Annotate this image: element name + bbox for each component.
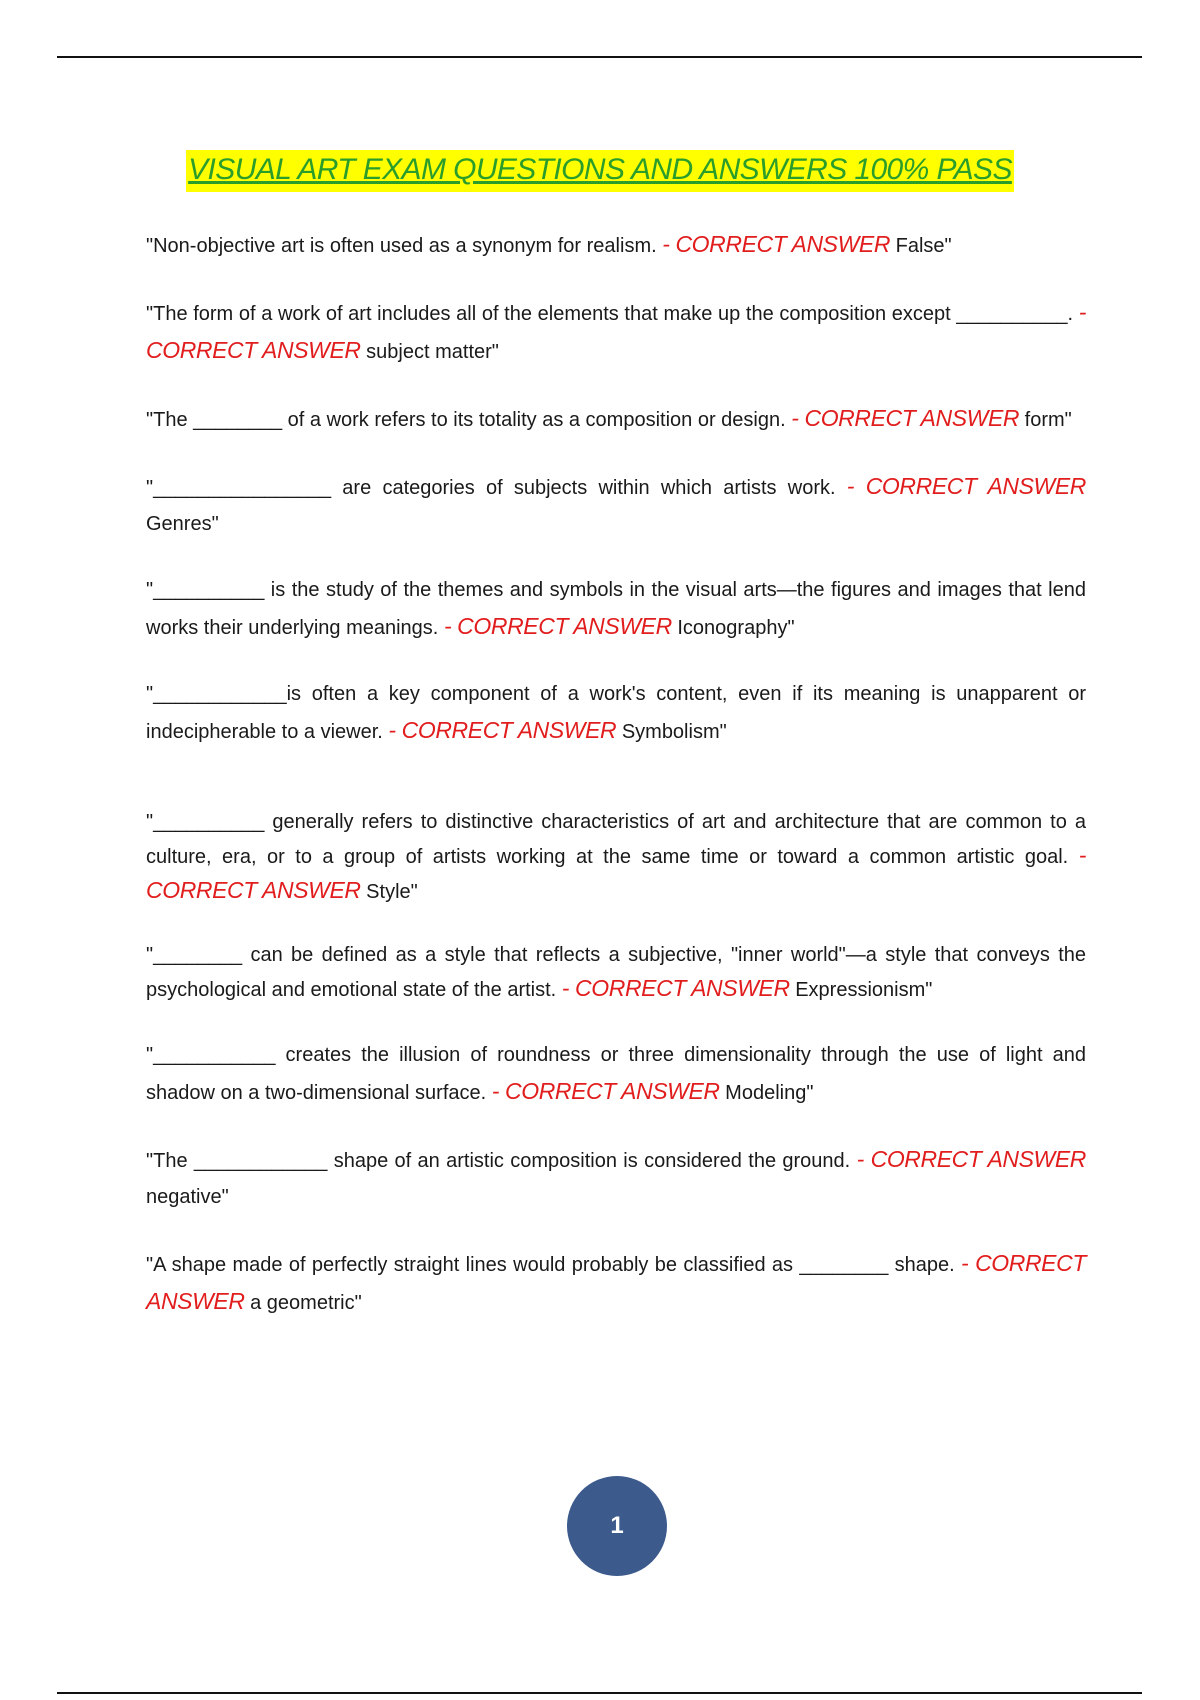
qa-item	[146, 806, 1086, 909]
qa-item	[146, 400, 1086, 438]
answer-text: Modeling"	[725, 1082, 814, 1104]
question-text: "________________ are categories of subjects within which artists work.	[146, 477, 836, 499]
qa-item	[146, 294, 1086, 370]
page-number-badge	[567, 1476, 667, 1576]
question-text: "Non-objective art is often used as a synonym for realism.	[146, 235, 657, 257]
qa-item	[146, 1245, 1086, 1321]
qa-list	[146, 226, 1086, 1351]
answer-text: False"	[895, 235, 952, 257]
answer-text: subject matter"	[366, 341, 499, 363]
question-text: "The ____________ shape of an artistic composition is considered the ground.	[146, 1150, 851, 1172]
answer-text: Expressionism"	[795, 979, 933, 1001]
question-text: "________ can be defined as a style that reflects a subjective, "inner world"—a style that conveys the psychological and emotional state of the artist.	[146, 944, 1086, 1001]
correct-answer-label: - CORRECT ANSWER	[443, 613, 672, 639]
title-wrap	[0, 150, 1200, 192]
question-text: "__________ generally refers to distinctive characteristics of art and architecture that are common to a culture, era, or to a group of artists working at the same time or toward a common artistic goal.	[146, 811, 1086, 868]
qa-item	[146, 1037, 1086, 1111]
footer-rule	[57, 1692, 1142, 1694]
correct-answer-label: - CORRECT ANSWER	[662, 231, 891, 257]
answer-text: Iconography"	[677, 617, 795, 639]
correct-answer-label: - CORRECT ANSWER	[491, 1078, 720, 1104]
answer-text: form"	[1024, 409, 1072, 431]
question-text: "A shape made of perfectly straight lines would probably be classified as ________ shape.	[146, 1254, 955, 1276]
question-text: "The ________ of a work refers to its totality as a composition or design.	[146, 409, 786, 431]
qa-item	[146, 572, 1086, 646]
qa-item	[146, 676, 1086, 750]
qa-item	[146, 939, 1086, 1007]
qa-item	[146, 468, 1086, 542]
question-text: "___________ creates the illusion of roundness or three dimensionality through the use of light and shadow on a two-dimensional surface.	[146, 1044, 1086, 1104]
correct-answer-label: - CORRECT ANSWER	[388, 717, 617, 743]
answer-text: negative"	[146, 1186, 229, 1208]
correct-answer-label: - CORRECT ANSWER	[561, 975, 790, 1001]
correct-answer-label: - CORRECT ANSWER	[146, 1250, 1086, 1314]
question-text: "The form of a work of art includes all of the elements that make up the composition except __________.	[146, 303, 1074, 325]
answer-text: Style"	[366, 881, 418, 903]
qa-item	[146, 226, 1086, 264]
correct-answer-label: - CORRECT ANSWER	[146, 842, 1086, 903]
correct-answer-label: - CORRECT ANSWER	[146, 299, 1086, 363]
question-text: "____________is often a key component of a work's content, even if its meaning is unapparent or indecipherable to a viewer.	[146, 683, 1086, 743]
answer-text: Genres"	[146, 513, 219, 535]
correct-answer-label: - CORRECT ANSWER	[856, 1146, 1086, 1172]
correct-answer-label: - CORRECT ANSWER	[846, 473, 1087, 499]
answer-text: a geometric"	[250, 1292, 362, 1314]
question-text: "__________ is the study of the themes and symbols in the visual arts—the figures and images that lend works their underlying meanings.	[146, 579, 1086, 639]
header-rule	[57, 56, 1142, 58]
answer-text: Symbolism"	[621, 721, 727, 743]
document-title: VISUAL ART EXAM QUESTIONS AND ANSWERS 100% PASS	[186, 150, 1014, 192]
page-number: 1	[610, 1512, 624, 1539]
correct-answer-label: - CORRECT ANSWER	[791, 405, 1020, 431]
qa-item	[146, 1141, 1086, 1215]
